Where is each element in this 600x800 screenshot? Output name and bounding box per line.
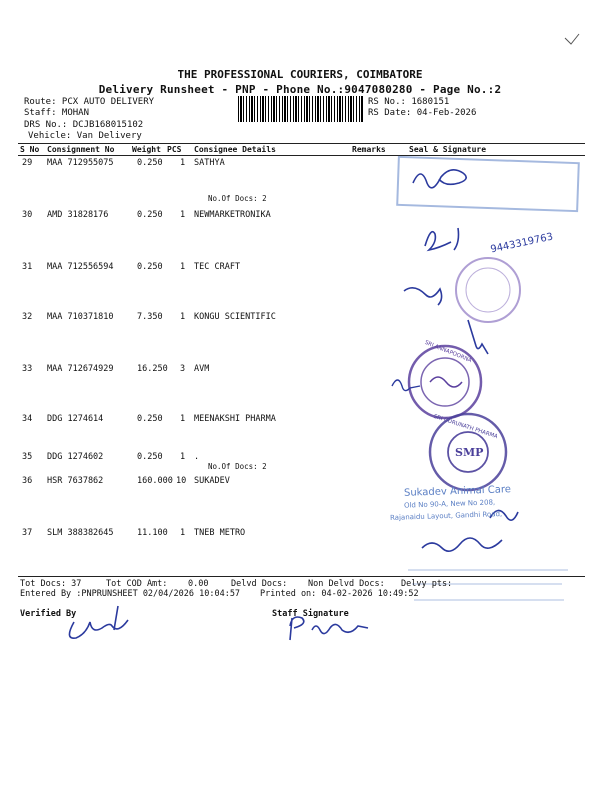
rs-date: RS Date: 04-Feb-2026 (368, 108, 477, 118)
smp-stamp-ring: SRI GURUNATH PHARMA (432, 413, 499, 441)
row-pcs: 1 (180, 414, 186, 424)
row-pcs: 1 (180, 528, 186, 538)
row-pcs: 1 (180, 210, 186, 220)
col-consignee: Consignee Details (194, 145, 276, 154)
row-consignment: SLM 388382645 (47, 528, 114, 538)
handwritten-phone: 9443319763 (489, 231, 555, 256)
staff-signature-label: Staff Signature (272, 609, 349, 619)
delvd-docs: Delvd Docs: (231, 579, 288, 589)
verified-by-signature (69, 606, 128, 638)
row-sno: 34 (22, 414, 33, 424)
corner-mark-icon (565, 34, 579, 44)
signature-row31 (404, 288, 442, 305)
row-sno: 37 (22, 528, 33, 538)
col-remarks: Remarks (352, 145, 386, 154)
row-consignment: MAA 710371810 (47, 312, 114, 322)
col-weight: Weight (132, 145, 161, 154)
row-sno: 30 (22, 210, 33, 220)
signature-row32 (468, 320, 488, 354)
row-consignee: TNEB METRO (194, 528, 246, 538)
row-pcs: 3 (180, 364, 186, 374)
row-weight: 160.000 (137, 476, 173, 486)
row-sno: 31 (22, 262, 33, 272)
row-consignee: AVM (194, 364, 210, 374)
sukadev-stamp-line1: Sukadev Animal Care (403, 484, 512, 499)
delvy-pts: Delvy pts: (401, 579, 453, 589)
row-weight: 11.100 (137, 528, 168, 538)
row-sno: 32 (22, 312, 33, 322)
signature-row30 (425, 228, 459, 250)
runsheet-subtitle: Delivery Runsheet - PNP - Phone No.:9047080280 - Page No.:2 (98, 83, 502, 96)
row-consignee: NEWMARKETRONIKA (194, 210, 271, 220)
row-sno: 36 (22, 476, 33, 486)
row-consignee: MEENAKSHI PHARMA (194, 414, 276, 424)
company-stamp-rect (397, 157, 579, 211)
row-sno: 35 (22, 452, 33, 462)
col-consignment: Consignment No (47, 145, 115, 154)
non-delvd-docs: Non Delvd Docs: (308, 579, 385, 589)
col-sno: S No (20, 145, 40, 154)
row-consignee: KONGU SCIENTIFIC (194, 312, 276, 322)
signature-row29 (413, 170, 466, 188)
row-pcs: 10 (176, 476, 187, 486)
row-weight: 0.250 (137, 414, 163, 424)
tot-cod-label: Tot COD Amt: (106, 579, 168, 589)
row-consignment: MAA 712955075 (47, 158, 114, 168)
verified-by-label: Verified By (20, 609, 77, 619)
footer-rule (18, 576, 585, 577)
tot-cod-value: 0.00 (188, 579, 209, 589)
sri-stamp-ring: SRI ANNAPOORNA (423, 339, 473, 365)
row-consignment: MAA 712556594 (47, 262, 114, 272)
row-sno: 33 (22, 364, 33, 374)
row-pcs: 1 (180, 158, 186, 168)
smp-stamp-text: SMP (455, 446, 484, 459)
tot-docs: Tot Docs: 37 (20, 579, 82, 589)
row-consignee: SUKADEV (194, 476, 230, 486)
printed-on: Printed on: 04-02-2026 10:49:52 (260, 589, 419, 599)
sukadev-stamp-line3: Rajanaidu Layout, Gandhi Road, (389, 510, 503, 522)
route: Route: PCX AUTO DELIVERY (24, 97, 155, 107)
row-weight: 0.250 (137, 210, 163, 220)
col-pcs: PCS (167, 145, 182, 154)
drs-number: DRS No.: DCJB168015102 (24, 120, 144, 130)
row-consignment: AMD 31828176 (47, 210, 109, 220)
row-weight: 7.350 (137, 312, 163, 322)
row-consignee: SATHYA (194, 158, 225, 168)
staff-signature (290, 617, 368, 640)
row-consignee: TEC CRAFT (194, 262, 241, 272)
row-weight: 0.250 (137, 452, 163, 462)
sukadev-stamp-line2: Old No 90-A, New No 208, (403, 498, 496, 510)
row-consignment: DDG 1274602 (47, 452, 104, 462)
signature-row33 (392, 380, 420, 391)
row-weight: 0.250 (137, 262, 163, 272)
rs-number: RS No.: 1680151 (368, 97, 450, 107)
row-consignment: HSR 7637862 (47, 476, 104, 486)
vehicle: Vehicle: Van Delivery (28, 131, 142, 141)
row-pcs: 1 (180, 312, 186, 322)
row-sno: 29 (22, 158, 33, 168)
row-consignment: MAA 712674929 (47, 364, 114, 374)
staff: Staff: MOHAN (24, 108, 90, 118)
row-weight: 0.250 (137, 158, 163, 168)
row-pcs: 1 (180, 452, 186, 462)
row-weight: 16.250 (137, 364, 168, 374)
signature-row37 (422, 538, 502, 551)
row-pcs: 1 (180, 262, 186, 272)
row-docs-note: No.Of Docs: 2 (208, 194, 267, 203)
company-title: THE PROFESSIONAL COURIERS, COIMBATORE (177, 68, 423, 81)
row-docs-note: No.Of Docs: 2 (208, 462, 267, 471)
col-seal: Seal & Signature (409, 145, 487, 154)
row-consignee: . (194, 452, 200, 462)
row-consignment: DDG 1274614 (47, 414, 104, 424)
entered-by: Entered By :PNPRUNSHEET 02/04/2026 10:04:57 (20, 589, 241, 599)
